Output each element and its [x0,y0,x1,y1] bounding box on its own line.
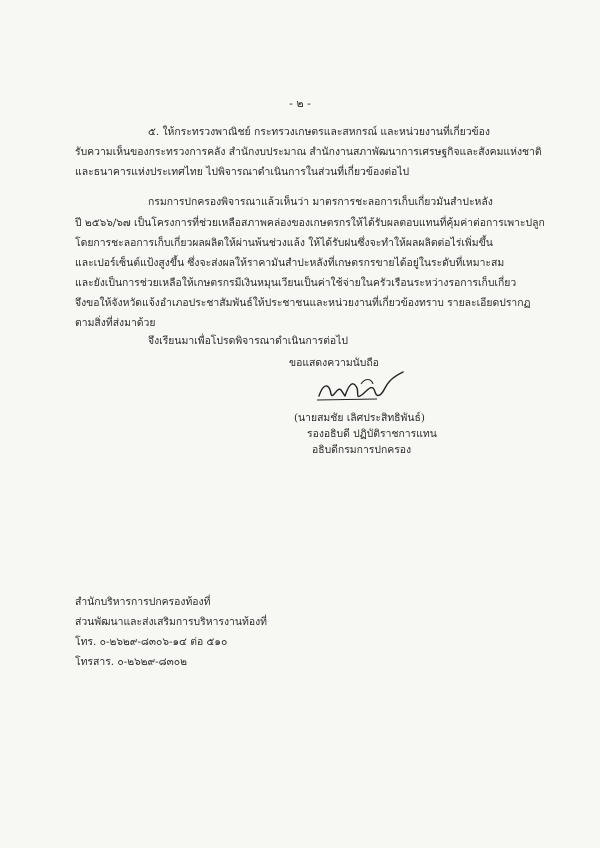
paragraph-line: และยังเป็นการช่วยเหลือให้เกษตรกรมีเงินหมุนเวียนเป็นค่าใช้จ่ายในครัวเรือนระหว่างรอการเก็บเกี่ยว [75,277,517,289]
paragraph-line: จึงขอให้จังหวัดแจ้งอำเภอประชาสัมพันธ์ให้ประชาชนและหน่วยงานที่เกี่ยวข้องทราบ รายละเอียดปรากฏ [75,297,531,309]
paragraph-line: รับความเห็นของกระทรวงการคลัง สำนักงบประมาณ สำนักงานสภาพัฒนาการเศรษฐกิจและสังคมแห่งชาติ [75,146,542,158]
closing-salutation: ขอแสดงความนับถือ [289,357,379,369]
footer-division: ส่วนพัฒนาและส่งเสริมการบริหารงานท้องที่ [75,616,268,628]
paragraph-line: ปี ๒๕๖๖/๖๗ เป็นโครงการที่ช่วยเหลือสภาพคล่องของเกษตรกรให้ได้รับผลตอบแทนที่คุ้มค่าต่อการเพาะปลูก [75,217,545,229]
paragraph-line: กรมการปกครองพิจารณาแล้วเห็นว่า มาตรการชะลอการเก็บเกี่ยวมันสำปะหลัง [148,196,493,208]
footer-phone: โทร. ๐-๒๖๒๙-๘๓๐๖-๑๔ ต่อ ๕๑๐ [75,636,228,648]
signer-position: รองอธิบดี ปฏิบัติราชการแทน [307,428,437,440]
paragraph-line: ๕. ให้กระทรวงพาณิชย์ กระทรวงเกษตรและสหกรณ์ และหน่วยงานที่เกี่ยวข้อง [148,126,490,138]
footer-office: สำนักบริหารการปกครองท้องที่ [75,596,211,608]
signer-name: (นายสมชัย เลิศประสิทธิพันธ์) [294,412,425,424]
paragraph-line: และเปอร์เซ็นต์แป้งสูงขึ้น ซึ่งจะส่งผลให้ราคามันสำปะหลังที่เกษตรกรขายได้อยู่ในระดับที่เหมาะสม [75,257,505,269]
request-line: จึงเรียนมาเพื่อโปรดพิจารณาดำเนินการต่อไป [148,335,348,347]
page-number: - ๒ - [289,97,311,110]
paragraph-line: และธนาคารแห่งประเทศไทย ไปพิจารณาดำเนินการในส่วนที่เกี่ยวข้องต่อไป [75,166,410,178]
signature-mark [315,366,405,406]
paragraph-line: โดยการชะลอการเก็บเกี่ยวผลผลิตให้ผ่านพ้นช่วงแล้ง ให้ได้รับฝนซึ่งจะทำให้ผลผลิตต่อไร่เพิ่มขึ้น [75,237,493,249]
footer-fax: โทรสาร. ๐-๒๖๒๙-๘๓๐๒ [75,656,187,668]
signer-department: อธิบดีกรมการปกครอง [312,444,412,456]
paragraph-line: ตามสิ่งที่ส่งมาด้วย [75,317,156,329]
